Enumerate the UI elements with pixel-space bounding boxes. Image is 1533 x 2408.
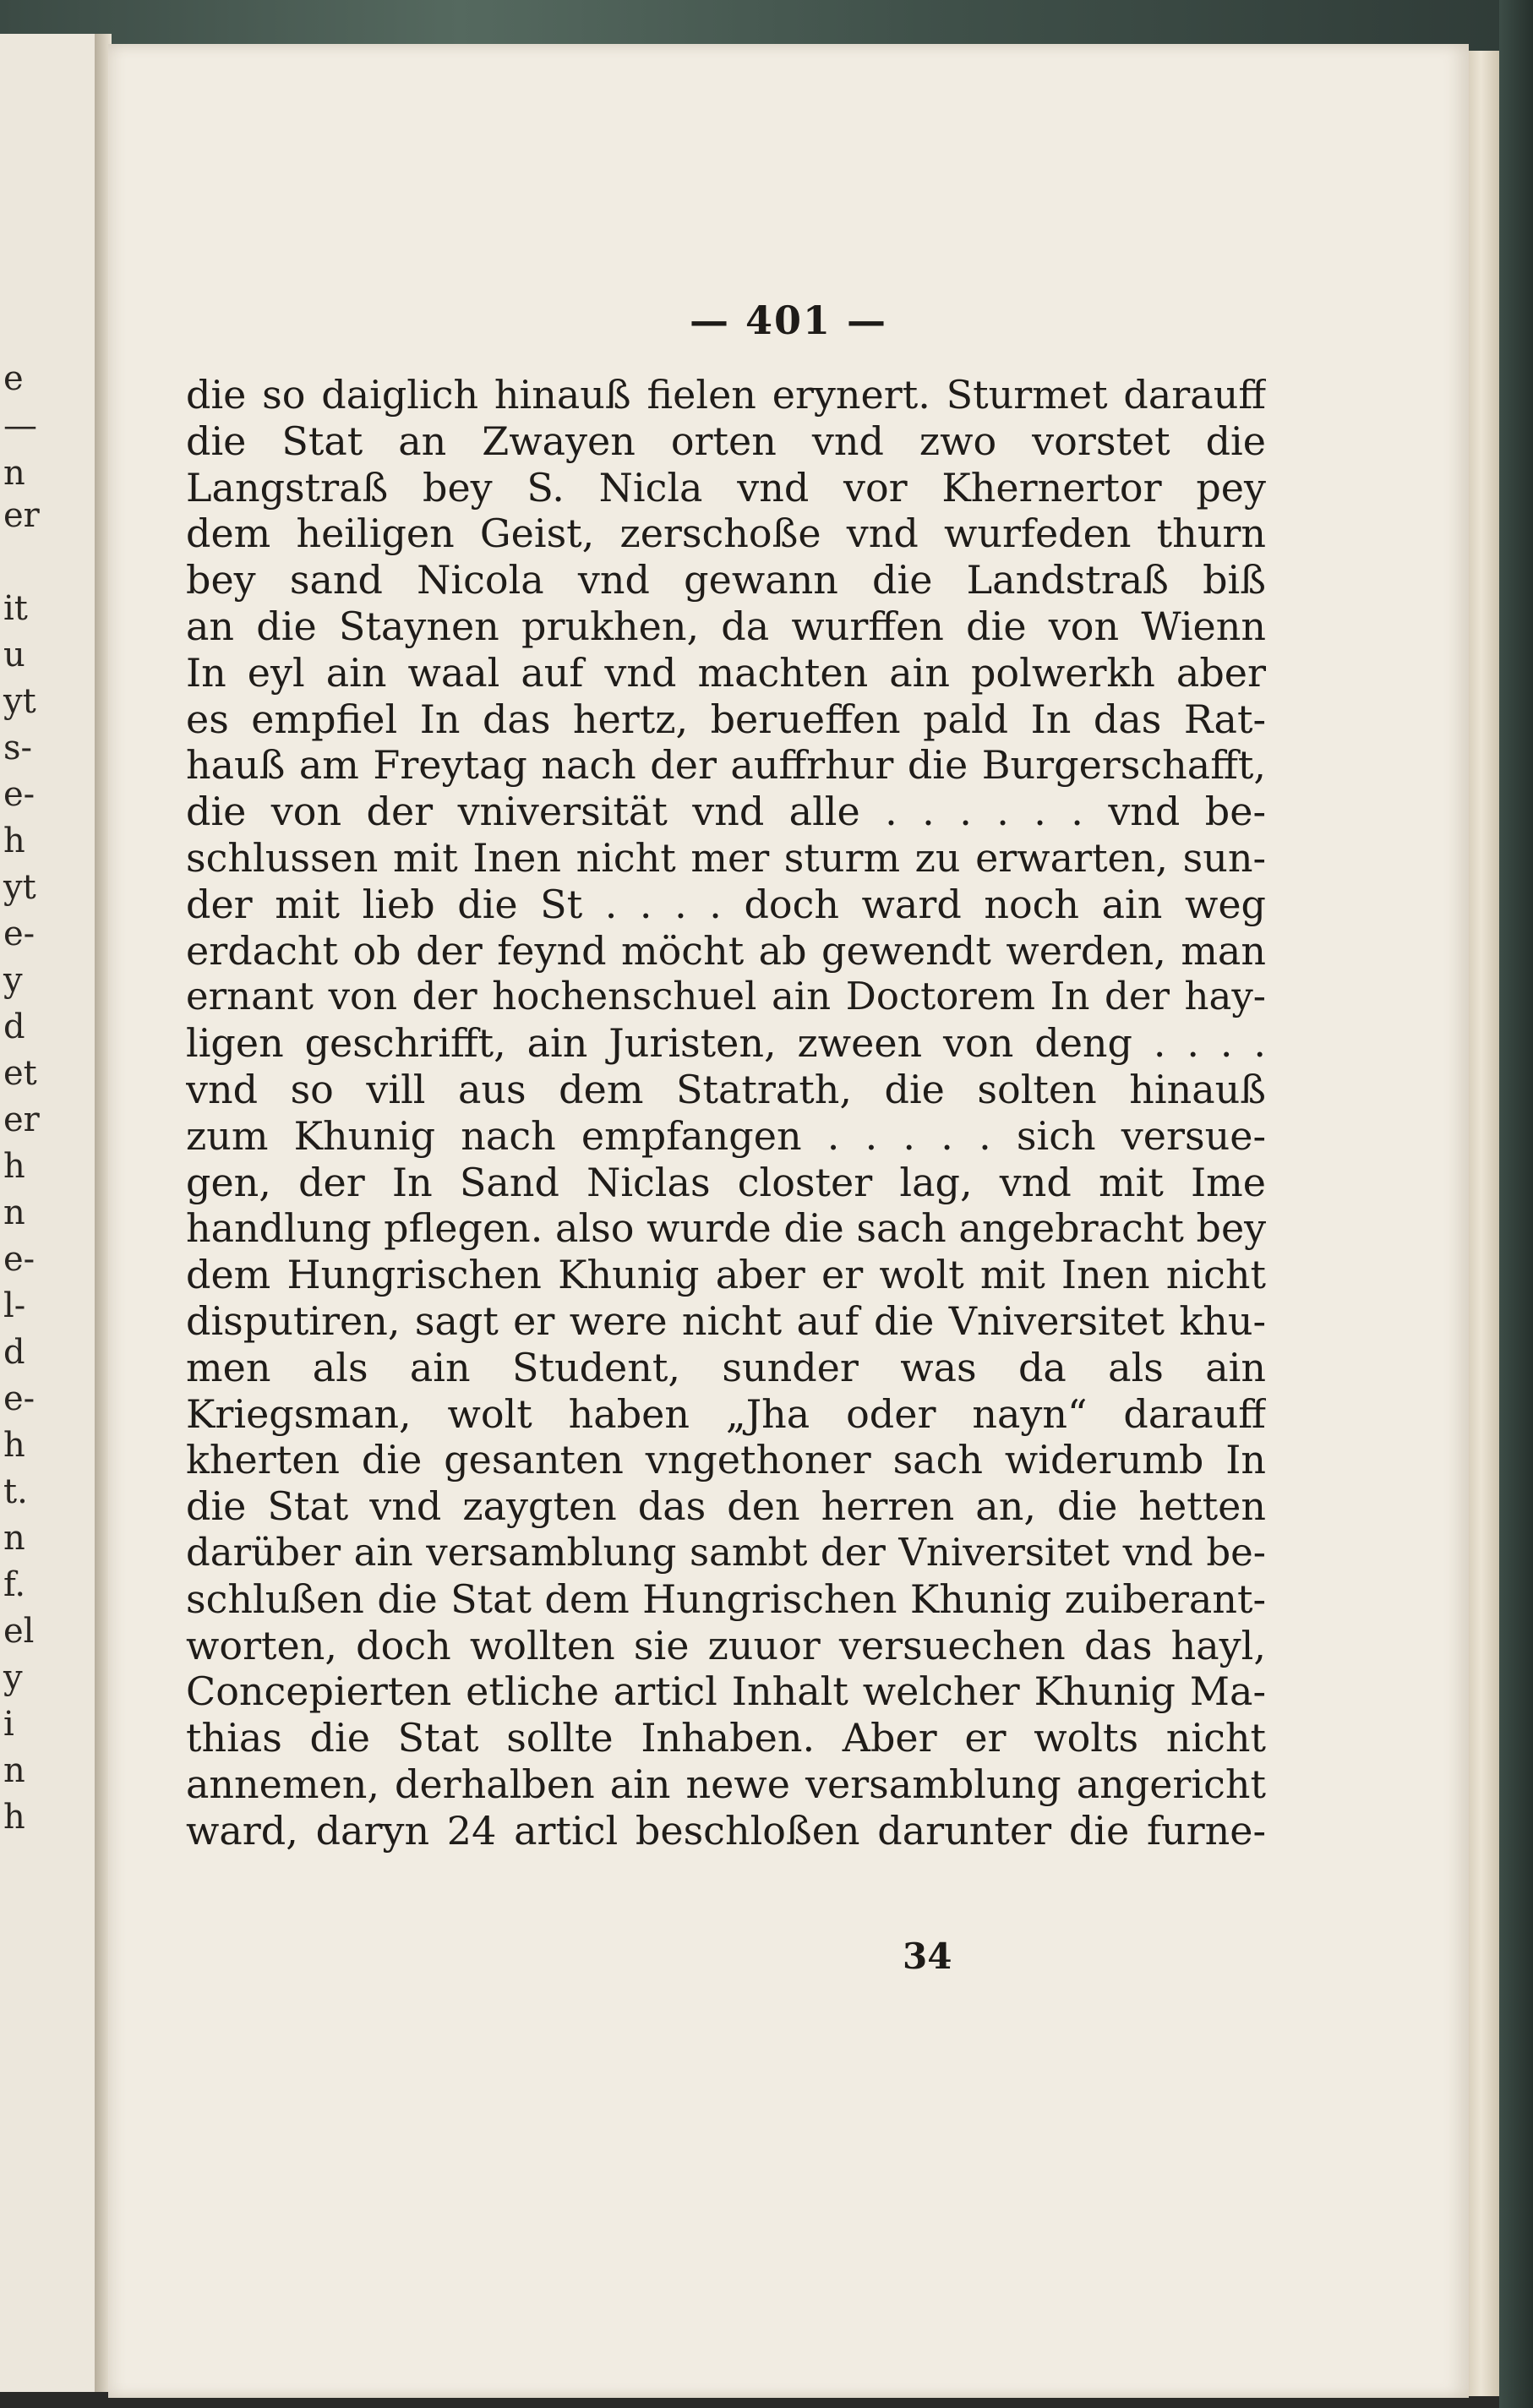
text-line: vnd so vill aus dem Statrath, die solten hinauß bbox=[186, 1066, 1266, 1112]
left-facing-page bbox=[0, 34, 96, 2392]
left-page-fragment: et bbox=[3, 1054, 37, 1093]
left-page-fragment: h bbox=[3, 1426, 25, 1465]
page-number-header: — 401 — bbox=[689, 298, 888, 343]
left-page-fragment: n bbox=[3, 1751, 25, 1790]
left-page-fragment: d bbox=[3, 1007, 25, 1046]
left-page-fragment: el bbox=[3, 1612, 35, 1651]
left-page-fragment: y bbox=[3, 1658, 23, 1697]
left-page-fragment: yt bbox=[3, 682, 36, 721]
left-page-fragment: n bbox=[3, 1193, 25, 1232]
left-page-fragment: n bbox=[3, 454, 25, 493]
left-page-fragment: s- bbox=[3, 729, 33, 767]
text-line: die so daiglich hinauß fielen erynert. Sturmet darauff bbox=[186, 372, 1266, 418]
text-line: an die Staynen prukhen, da wurffen die von Wienn bbox=[186, 603, 1266, 649]
left-page-fragment: e- bbox=[3, 1240, 35, 1279]
left-page-fragment: e- bbox=[3, 915, 35, 953]
left-page-fragment: f. bbox=[3, 1565, 26, 1604]
book-cover-right bbox=[1499, 0, 1533, 2408]
text-line: der mit lieb die St . . . . doch ward noch ain weg bbox=[186, 881, 1266, 927]
left-page-fragment: u bbox=[3, 636, 25, 674]
text-line: In eyl ain waal auf vnd machten ain polwerkh aber bbox=[186, 649, 1266, 696]
text-line: die Stat an Zwayen orten vnd zwo vorstet die bbox=[186, 418, 1266, 464]
left-page-fragment: e- bbox=[3, 1379, 35, 1418]
text-line: schlußen die Stat dem Hungrischen Khunig zuiberant- bbox=[186, 1575, 1266, 1622]
text-line: Concepierten etliche articl Inhalt welcher Khunig Ma- bbox=[186, 1668, 1266, 1715]
left-page-fragment: — bbox=[3, 407, 37, 445]
body-text bbox=[186, 372, 1266, 1854]
text-line: annemen, derhalben ain newe versamblung angericht bbox=[186, 1761, 1266, 1807]
text-line: die Stat vnd zaygten das den herren an, die hetten bbox=[186, 1483, 1266, 1530]
left-page-fragment: n bbox=[3, 1519, 25, 1558]
left-page-fragment: er bbox=[3, 496, 40, 535]
left-page-fragment: e- bbox=[3, 775, 35, 814]
text-line: worten, doch wollten sie zuuor versuechen das hayl, bbox=[186, 1622, 1266, 1668]
text-line: hauß am Freytag nach der auffrhur die Burgerschafft, bbox=[186, 742, 1266, 789]
left-page-fragment: yt bbox=[3, 868, 36, 907]
left-page-fragment: h bbox=[3, 1798, 25, 1837]
text-line: ernant von der hochenschuel ain Doctorem In der hay- bbox=[186, 974, 1266, 1019]
left-page-fragment: y bbox=[3, 961, 23, 1000]
text-line: darüber ain versamblung sambt der Vniversitet vnd be- bbox=[186, 1529, 1266, 1575]
text-line: dem heiligen Geist, zerschoße vnd wurfeden thurn bbox=[186, 511, 1266, 557]
text-line: ligen geschrifft, ain Juristen, zween von deng . . . . bbox=[186, 1020, 1266, 1067]
book-cover-top bbox=[0, 0, 1533, 51]
text-line: zum Khunig nach empfangen . . . . . sich versue- bbox=[186, 1112, 1266, 1159]
text-line: disputiren, sagt er were nicht auf die Vniversitet khu- bbox=[186, 1297, 1266, 1344]
text-line: dem Hungrischen Khunig aber er wolt mit Inen nicht bbox=[186, 1252, 1266, 1298]
text-line: Langstraß bey S. Nicla vnd vor Khernertor pey bbox=[186, 464, 1266, 511]
text-line: gen, der In Sand Niclas closter lag, vnd mit Ime bbox=[186, 1159, 1266, 1205]
text-line: schlussen mit Inen nicht mer sturm zu erwarten, sun- bbox=[186, 834, 1266, 881]
page-edges bbox=[1469, 51, 1499, 2396]
text-line: kherten die gesanten vngethoner sach widerumb In bbox=[186, 1437, 1266, 1483]
left-page-fragment: h bbox=[3, 1147, 25, 1186]
text-line: es empfiel In das hertz, berueffen pald In das Rat- bbox=[186, 696, 1266, 742]
left-page-fragment: e bbox=[3, 359, 24, 398]
left-page-fragment: i bbox=[3, 1705, 14, 1744]
left-page-fragment: h bbox=[3, 822, 25, 860]
left-page-fragment: l- bbox=[3, 1286, 26, 1325]
left-page-fragment: er bbox=[3, 1100, 40, 1139]
left-page-fragment: it bbox=[3, 589, 28, 628]
left-page-fragment: d bbox=[3, 1333, 25, 1372]
left-page-fragment: t. bbox=[3, 1472, 28, 1511]
text-line: men als ain Student, sunder was da als ain bbox=[186, 1344, 1266, 1390]
text-line: Kriegsman, wolt haben „Jha oder nayn“ darauff bbox=[186, 1390, 1266, 1437]
text-line: ward, daryn 24 articl beschloßen darunter die furne- bbox=[186, 1807, 1266, 1854]
text-line: thias die Stat sollte Inhaben. Aber er wolts nicht bbox=[186, 1715, 1266, 1761]
text-line: handlung pflegen. also wurde die sach angebracht bey bbox=[186, 1205, 1266, 1252]
text-line: bey sand Nicola vnd gewann die Landstraß biß bbox=[186, 557, 1266, 603]
text-line: die von der vniversität vnd alle . . . . . . vnd be- bbox=[186, 789, 1266, 835]
signature-mark: 34 bbox=[903, 1936, 952, 1977]
text-line: erdacht ob der feynd möcht ab gewendt werden, man bbox=[186, 927, 1266, 974]
book-page bbox=[108, 44, 1469, 2398]
